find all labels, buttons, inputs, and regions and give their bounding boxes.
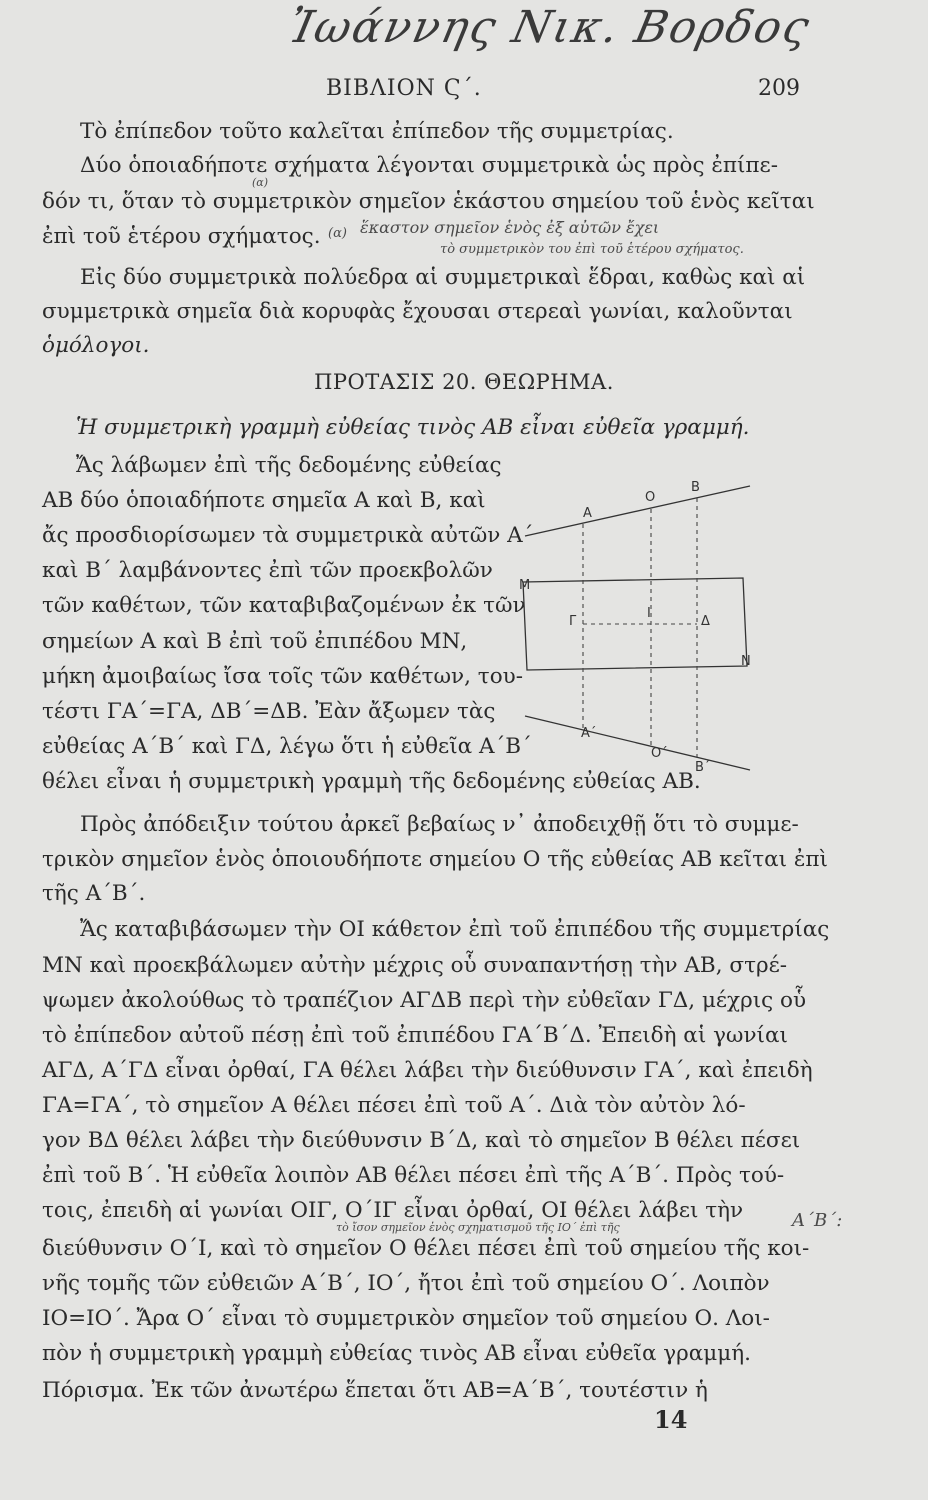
text-line: εὐθείας Α΄Β΄ καὶ ΓΔ, λέγω ὅτι ἡ εὐθεῖα Α΄Β΄ (42, 734, 532, 759)
text-line: Εἰς δύο συμμετρικὰ πολύεδρα αἱ συμμετρικαὶ ἕδραι, καθὼς καὶ αἱ (80, 265, 806, 290)
figure-label: Δ (701, 614, 710, 629)
handwritten-signature: Ἰωάννης Νικ. Βορδος (284, 2, 816, 53)
text-line: νῆς τομῆς τῶν εὐθειῶν Α΄Β΄, ΙΟ΄, ἤτοι ἐπὶ τοῦ σημείου Ο΄. Λοιπὸν (42, 1271, 770, 1296)
proposition-heading: ΠΡΟΤΑΣΙΣ 20. ΘΕΩΡΗΜΑ. (314, 370, 614, 394)
theorem-statement: Ἡ συμμετρικὴ γραμμὴ εὐθείας τινὸς ΑΒ εἶναι εὐθεῖα γραμμή. (76, 415, 750, 440)
text-line: Πρὸς ἀπόδειξιν τούτου ἀρκεῖ βεβαίως ν᾽ ἀποδειχθῇ ὅτι τὸ συμμε- (80, 812, 799, 837)
line-ab (525, 486, 750, 536)
page-header (0, 76, 928, 106)
figure-label: Γ (569, 614, 577, 629)
text-line: Δύο ὁποιαδήποτε σχήματα λέγονται συμμετρικὰ ὡς πρὸς ἐπίπε- (80, 153, 778, 178)
text-line: δόν τι, ὅταν τὸ συμμετρικὸν σημεῖον ἑκάστου σημείου τοῦ ἑνὸς κεῖται (42, 189, 815, 214)
figure-drawing (515, 478, 755, 798)
text-line: ψωμεν ἀκολούθως τὸ τραπέζιον ΑΓΔΒ περὶ τὴν εὐθεῖαν ΓΔ, μέχρις οὗ (42, 988, 807, 1013)
text-line: τρικὸν σημεῖον ἑνὸς ὁποιουδήποτε σημείου Ο τῆς εὐθείας ΑΒ κεῖται ἐπὶ (42, 847, 828, 872)
handwritten-note: ἕκαστον σημεῖον ἑνὸς ἐξ αὐτῶν ἔχει (360, 218, 660, 237)
text-line: συμμετρικὰ σημεῖα διὰ κορυφὰς ἔχουσαι στερεαὶ γωνίαι, καλοῦνται (42, 299, 793, 324)
text-line: τέστι ΓΑ΄=ΓΑ, ΔΒ΄=ΔΒ. Ἐὰν ἄξωμεν τὰς (42, 699, 496, 724)
handwritten-note-mark: (α) (252, 176, 269, 189)
handwritten-note-mark: (α) (328, 226, 347, 241)
figure-label: Ο΄ (651, 746, 668, 761)
text-line: τὸ ἐπίπεδον αὐτοῦ πέσῃ ἐπὶ τοῦ ἐπιπέδου ΓΑ΄Β΄Δ. Ἐπειδὴ αἱ γωνίαι (42, 1023, 788, 1048)
figure-label: Ο (645, 490, 656, 505)
figure-label: Β΄ (695, 760, 711, 775)
geometry-figure (515, 478, 755, 798)
line-a-prime-b-prime (525, 716, 750, 770)
text-line: ΜΝ καὶ προεκβάλωμεν αὐτὴν μέχρις οὗ συναπαντήσῃ τὴν ΑΒ, στρέ- (42, 953, 788, 978)
text-line: μήκη ἀμοιβαίως ἴσα τοῖς τῶν καθέτων, του- (42, 664, 523, 689)
handwritten-note: τὸ συμμετρικὸν του ἐπὶ τοῦ ἑτέρου σχήματος. (440, 242, 744, 257)
text-line: σημείων Α καὶ Β ἐπὶ τοῦ ἐπιπέδου ΜΝ, (42, 629, 468, 654)
text-line: Ἄς λάβωμεν ἐπὶ τῆς δεδομένης εὐθείας (76, 453, 502, 478)
text-line: τῶν καθέτων, τῶν καταβιβαζομένων ἐκ τῶν (42, 593, 526, 618)
figure-label: Β (691, 480, 700, 495)
text-line: ΙΟ=ΙΟ΄. Ἄρα Ο΄ εἶναι τὸ συμμετρικὸν σημεῖον τοῦ σημείου Ο. Λοι- (42, 1306, 770, 1331)
text-line: τοις, ἐπειδὴ αἱ γωνίαι ΟΙΓ, Ο΄ΙΓ εἶναι ὀρθαί, ΟΙ θέλει λάβει τὴν (42, 1198, 744, 1223)
text-line: ΓΑ=ΓΑ΄, τὸ σημεῖον Α θέλει πέσει ἐπὶ τοῦ Α΄. Διὰ τὸν αὐτὸν λό- (42, 1093, 746, 1118)
text-line: ὁμόλογοι. (42, 333, 150, 358)
figure-label: Α΄ (581, 726, 597, 741)
signature-mark: 14 (654, 1405, 688, 1434)
text-line: ΑΒ δύο ὁποιαδήποτε σημεῖα Α καὶ Β, καὶ (42, 488, 486, 513)
running-head: ΒΙΒΛΙΟΝ Ϛ΄. (326, 76, 482, 101)
text-line: Ἄς καταβιβάσωμεν τὴν ΟΙ κάθετον ἐπὶ τοῦ ἐπιπέδου τῆς συμμετρίας (80, 917, 830, 942)
text-line: ἄς προσδιορίσωμεν τὰ συμμετρικὰ αὐτῶν Α΄ (42, 523, 534, 548)
figure-label: Α (583, 506, 592, 521)
text-line: ἐπὶ τοῦ Β΄. Ἡ εὐθεῖα λοιπὸν ΑΒ θέλει πέσει ἐπὶ τῆς Α΄Β΄. Πρὸς τού- (42, 1163, 785, 1188)
text-line: γον ΒΔ θέλει λάβει τὴν διεύθυνσιν Β΄Δ, καὶ τὸ σημεῖον Β θέλει πέσει (42, 1128, 801, 1153)
text-line: διεύθυνσιν Ο΄Ι, καὶ τὸ σημεῖον Ο θέλει πέσει ἐπὶ τοῦ σημείου τῆς κοι- (42, 1236, 810, 1261)
figure-label: Ν (741, 654, 751, 669)
text-line: ἐπὶ τοῦ ἑτέρου σχήματος. (42, 224, 321, 249)
page-number: 209 (758, 76, 800, 101)
figure-label: Ι (647, 606, 651, 621)
text-line: Τὸ ἐπίπεδον τοῦτο καλεῖται ἐπίπεδον τῆς συμμετρίας. (80, 119, 674, 144)
corollary-line: Πόρισμα. Ἐκ τῶν ἀνωτέρω ἕπεται ὅτι ΑΒ=Α΄Β΄, τουτέστιν ἡ (42, 1378, 708, 1403)
text-line: καὶ Β΄ λαμβάνοντες ἐπὶ τῶν προεκβολῶν (42, 558, 493, 583)
handwritten-note: τὸ ἴσον σημεῖον ἑνὸς σχηματισμοῦ τῆς ΙΟ΄ ἐπὶ τῆς (336, 1221, 620, 1234)
text-line: ΑΓΔ, Α΄ΓΔ εἶναι ὀρθαί, ΓΑ θέλει λάβει τὴν διεύθυνσιν ΓΑ΄, καὶ ἐπειδὴ (42, 1058, 813, 1083)
handwritten-margin-note: Α΄Β΄: (792, 1210, 843, 1231)
figure-label: Μ (519, 578, 531, 593)
text-line: τῆς Α΄Β΄. (42, 881, 146, 906)
text-line: πὸν ἡ συμμετρικὴ γραμμὴ εὐθείας τινὸς ΑΒ εἶναι εὐθεῖα γραμμή. (42, 1341, 751, 1366)
text-line: θέλει εἶναι ἡ συμμετρικὴ γραμμὴ τῆς δεδομένης εὐθείας ΑΒ. (42, 769, 701, 794)
